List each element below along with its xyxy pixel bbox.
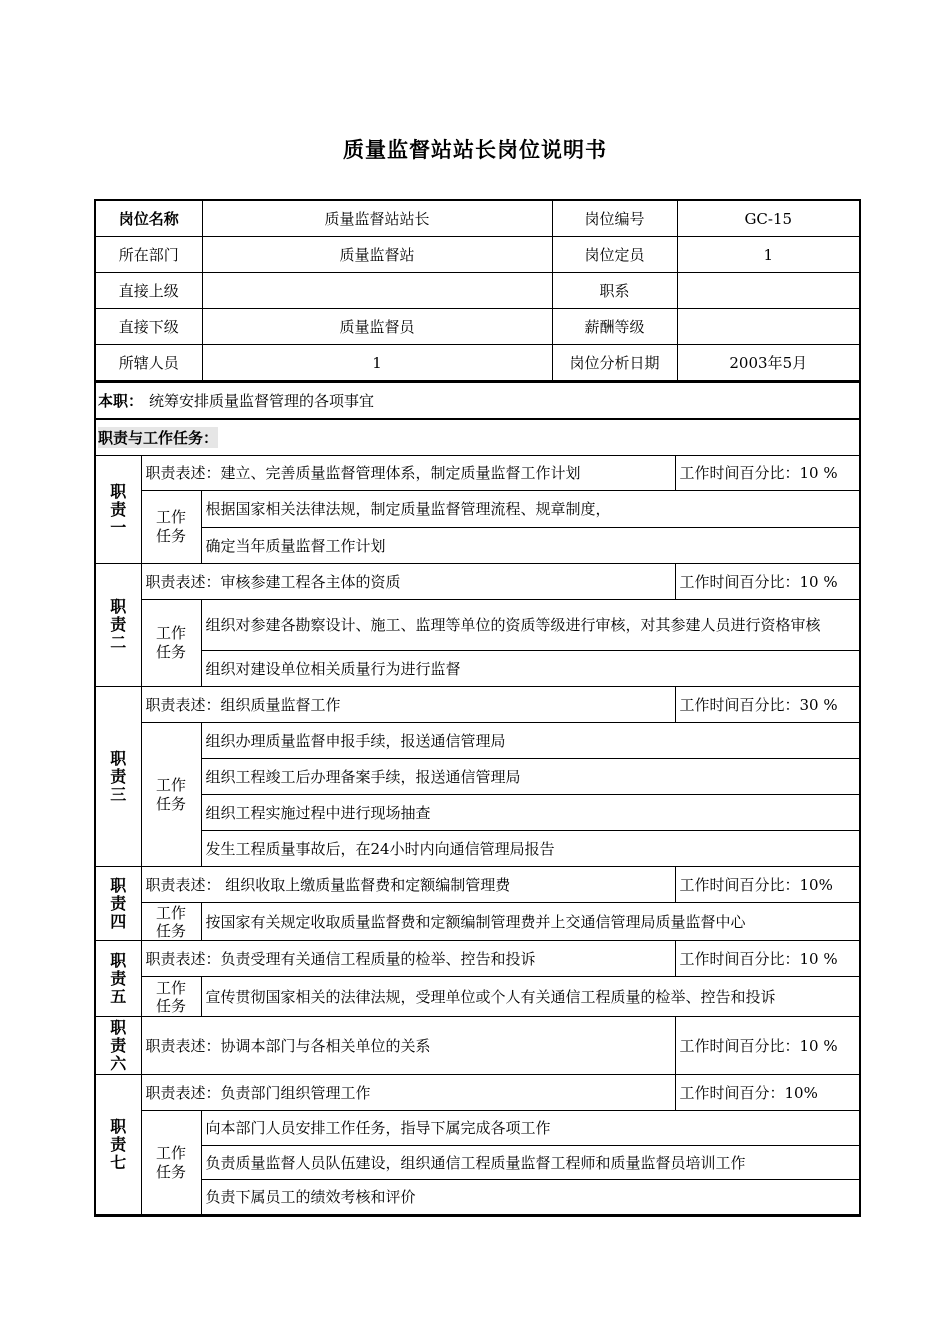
info-label: 职系 [552, 273, 677, 309]
info-row [96, 201, 859, 237]
duties-table [96, 455, 859, 1215]
info-label: 直接下级 [96, 309, 202, 345]
task-row [96, 1180, 859, 1215]
duty-row [96, 1075, 859, 1111]
duty-time-percent: 工作时间百分比：10% [675, 867, 859, 903]
info-label: 所在部门 [96, 237, 202, 273]
info-value: 1 [677, 237, 859, 273]
work-task-label: 工作 任务 [141, 903, 201, 941]
info-value: 1 [202, 345, 552, 381]
work-task-label: 工作 任务 [141, 491, 201, 564]
duty-description: 职责表述： 组织收取上缴质量监督费和定额编制管理费 [141, 867, 675, 903]
main-duty-label: 本职： [98, 392, 144, 410]
task-row [96, 903, 859, 941]
task-row [96, 491, 859, 528]
info-label: 薪酬等级 [552, 309, 677, 345]
job-description-form [94, 199, 861, 1217]
duty-description: 职责表述：负责受理有关通信工程质量的检举、控告和投诉 [141, 941, 675, 977]
info-row [96, 237, 859, 273]
main-duty-text: 统筹安排质量监督管理的各项事宜 [149, 392, 375, 410]
info-value [677, 309, 859, 345]
info-row [96, 345, 859, 381]
info-value: GC-15 [677, 201, 859, 237]
duty-side-label: 职 责 二 [96, 564, 141, 687]
task-row [96, 651, 859, 687]
task-row [96, 1146, 859, 1180]
duty-row [96, 687, 859, 723]
info-value: 质量监督站 [202, 237, 552, 273]
task-row [96, 528, 859, 564]
duty-time-percent: 工作时间百分比：10 % [675, 941, 859, 977]
duty-side-label: 职 责 七 [96, 1075, 141, 1215]
main-duty-row [96, 381, 859, 418]
task-item: 确定当年质量监督工作计划 [201, 528, 859, 564]
duty-time-percent: 工作时间百分比：10 % [675, 1017, 859, 1075]
task-item: 宣传贯彻国家相关的法律法规，受理单位或个人有关通信工程质量的检举、控告和投诉 [201, 977, 859, 1017]
task-item: 负责质量监督人员队伍建设，组织通信工程质量监督工程师和质量监督员培训工作 [201, 1146, 859, 1180]
duty-side-label: 职 责 五 [96, 941, 141, 1017]
duty-row [96, 867, 859, 903]
task-item: 组织工程实施过程中进行现场抽查 [201, 795, 859, 831]
info-label: 岗位编号 [552, 201, 677, 237]
duty-description: 职责表述：负责部门组织管理工作 [141, 1075, 675, 1111]
info-label: 岗位名称 [96, 201, 202, 237]
info-value: 2003年5月 [677, 345, 859, 381]
duty-time-percent: 工作时间百分：10% [675, 1075, 859, 1111]
work-task-label: 工作 任务 [141, 977, 201, 1017]
duty-description: 职责表述：审核参建工程各主体的资质 [141, 564, 675, 600]
duty-description: 职责表述：组织质量监督工作 [141, 687, 675, 723]
info-value [202, 273, 552, 309]
section-heading: 职责与工作任务： [98, 429, 219, 447]
duty-row [96, 564, 859, 600]
info-label: 岗位分析日期 [552, 345, 677, 381]
info-row [96, 309, 859, 345]
duty-side-label: 职 责 四 [96, 867, 141, 941]
duty-row [96, 1017, 859, 1075]
info-label: 直接上级 [96, 273, 202, 309]
page-title: 质量监督站站长岗位说明书 [343, 138, 607, 162]
info-value: 质量监督站站长 [202, 201, 552, 237]
task-row [96, 977, 859, 1017]
task-row [96, 1111, 859, 1146]
task-item: 组织对建设单位相关质量行为进行监督 [201, 651, 859, 687]
task-item: 组织工程竣工后办理备案手续，报送通信管理局 [201, 759, 859, 795]
work-task-label: 工作 任务 [141, 723, 201, 867]
info-label: 岗位定员 [552, 237, 677, 273]
task-row [96, 759, 859, 795]
info-value [677, 273, 859, 309]
task-item: 组织办理质量监督申报手续，报送通信管理局 [201, 723, 859, 759]
duty-description: 职责表述：协调本部门与各相关单位的关系 [141, 1017, 675, 1075]
duty-row [96, 456, 859, 491]
work-task-label: 工作 任务 [141, 600, 201, 687]
task-item: 向本部门人员安排工作任务，指导下属完成各项工作 [201, 1111, 859, 1146]
duty-side-label: 职 责 三 [96, 687, 141, 867]
task-row [96, 831, 859, 867]
task-row [96, 723, 859, 759]
task-row [96, 795, 859, 831]
info-row [96, 273, 859, 309]
task-item: 负责下属员工的绩效考核和评价 [201, 1180, 859, 1215]
info-value: 质量监督员 [202, 309, 552, 345]
basic-info-table [96, 201, 859, 381]
duty-side-label: 职 责 一 [96, 456, 141, 564]
task-item: 组织对参建各勘察设计、施工、监理等单位的资质等级进行审核，对其参建人员进行资格审核 [201, 600, 859, 651]
section-heading-row [96, 418, 859, 455]
duty-time-percent: 工作时间百分比：10 % [675, 456, 859, 491]
task-item: 根据国家相关法律法规，制定质量监督管理流程、规章制度， [201, 491, 859, 528]
task-row [96, 600, 859, 651]
task-item: 按国家有关规定收取质量监督费和定额编制管理费并上交通信管理局质量监督中心 [201, 903, 859, 941]
duty-time-percent: 工作时间百分比：30 % [675, 687, 859, 723]
work-task-label: 工作 任务 [141, 1111, 201, 1215]
duty-row [96, 941, 859, 977]
duty-description: 职责表述：建立、完善质量监督管理体系，制定质量监督工作计划 [141, 456, 675, 491]
duty-side-label: 职 责 六 [96, 1017, 141, 1075]
info-label: 所辖人员 [96, 345, 202, 381]
duty-time-percent: 工作时间百分比：10 % [675, 564, 859, 600]
task-item: 发生工程质量事故后，在24小时内向通信管理局报告 [201, 831, 859, 867]
